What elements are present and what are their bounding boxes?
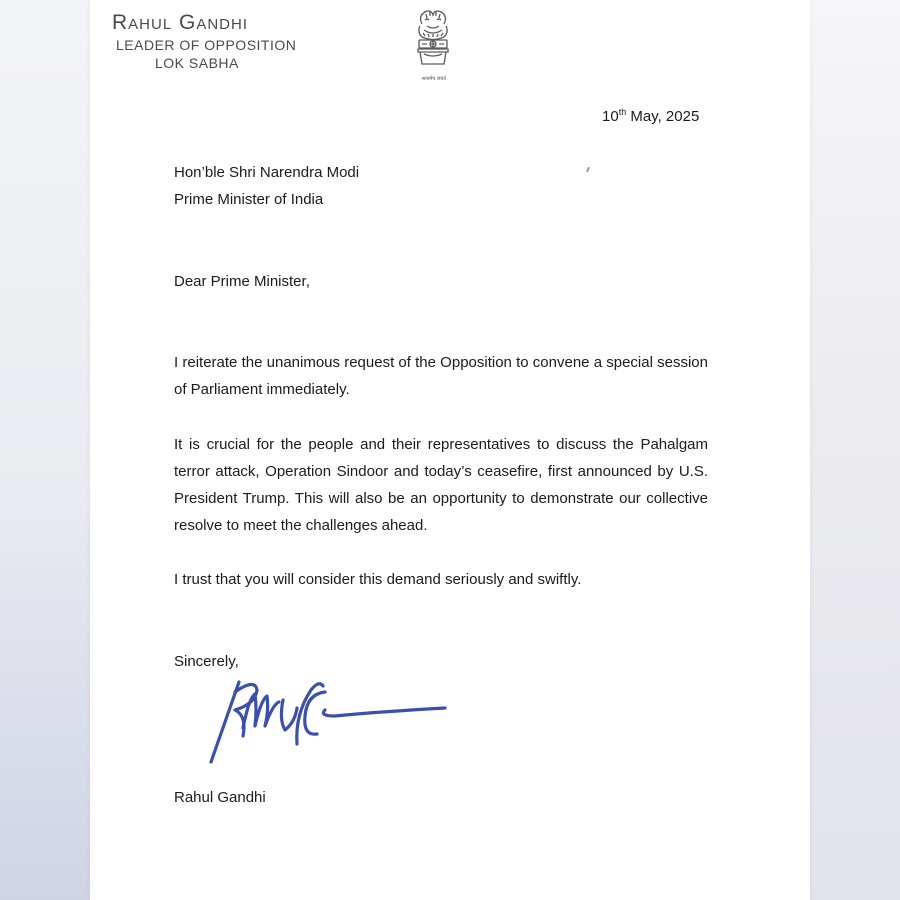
date-day: 10 xyxy=(602,108,619,125)
salutation: Dear Prime Minister, xyxy=(174,273,310,290)
addressee-name: Hon’ble Shri Narendra Modi xyxy=(174,164,360,181)
body-paragraph-1: I reiterate the unanimous request of the Opposition to convene a special session of Parliament immediately. xyxy=(174,354,708,398)
body-paragraph-3: I trust that you will consider this demand seriously and swiftly. xyxy=(174,571,582,588)
letterhead-name: Rahul Gandhi xyxy=(112,11,249,34)
signer-name: Rahul Gandhi xyxy=(174,789,266,806)
closing: Sincerely, xyxy=(174,653,239,670)
background-right xyxy=(810,0,900,900)
addressee-title: Prime Minister of India xyxy=(174,191,324,208)
letter-date xyxy=(602,103,699,130)
letterhead-title: LEADER OF OPPOSITION xyxy=(116,37,297,53)
handwritten-signature-icon xyxy=(205,670,450,770)
state-emblem-of-india-icon xyxy=(408,6,458,86)
background-left xyxy=(0,0,90,900)
date-suffix: th xyxy=(618,107,627,117)
emblem-motto: सत्यमेव जयते xyxy=(421,76,447,82)
body-paragraph-2: It is crucial for the people and their representatives to discuss the Pahalgam terror attack, Operation Sindoor and today’s ceasefire, first announced by U.S. President Trump. This will also be an opportunity to demonstrate our collective resolve to meet the challenges ahead. xyxy=(174,436,708,534)
letterhead-house: LOK SABHA xyxy=(155,55,239,71)
date-month-year: May, 2025 xyxy=(626,108,700,125)
letterhead xyxy=(112,10,296,72)
